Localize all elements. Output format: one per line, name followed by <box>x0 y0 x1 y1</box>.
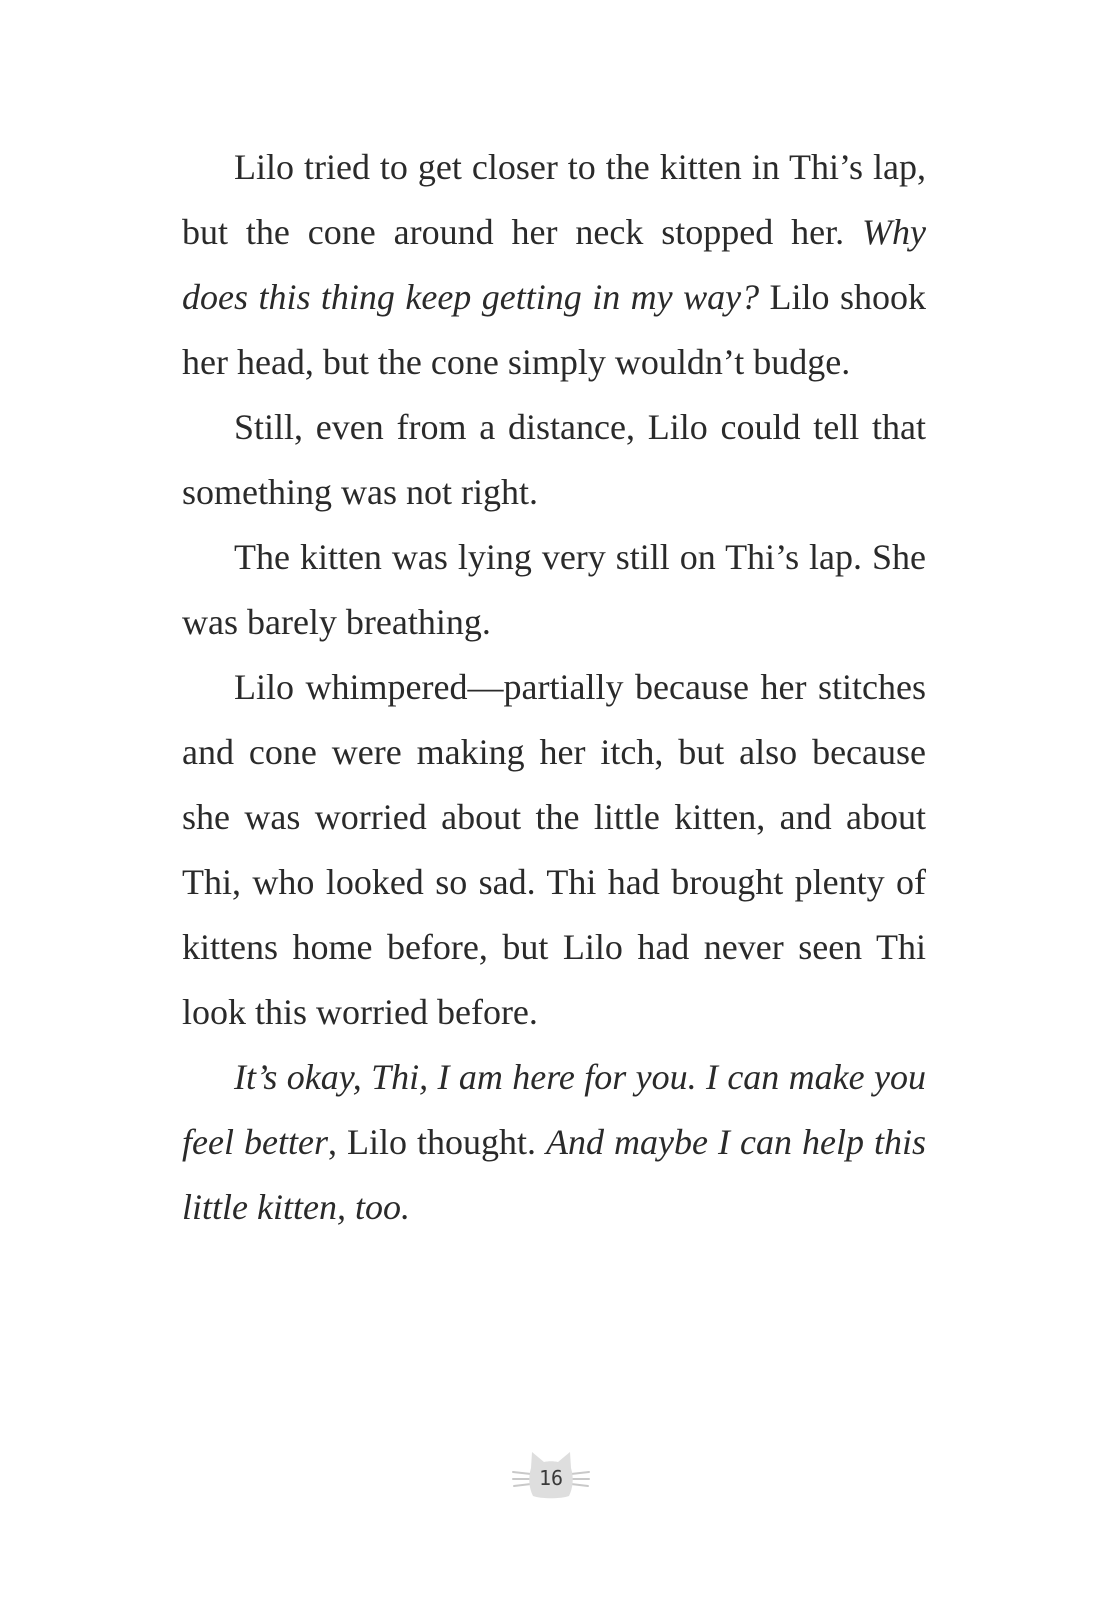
text-run: The kitten was lying very still on Thi’s lap. She was barely breathing. <box>182 537 926 642</box>
italic-text-run: And maybe I can help this little kitten, too. <box>182 1122 927 1227</box>
text-run: , Lilo thought. <box>327 1122 547 1162</box>
paragraph <box>182 135 926 395</box>
page-body-text <box>182 135 926 1240</box>
page-number: 16 <box>538 1466 564 1490</box>
italic-text-run: Why does this thing keep getting in my way? <box>182 212 926 317</box>
page-number-badge <box>511 1448 591 1500</box>
paragraph <box>182 655 926 1045</box>
paragraph <box>182 525 926 655</box>
text-run: Lilo shook her head, but the cone simply wouldn’t budge. <box>182 277 926 382</box>
italic-text-run: It’s okay, Thi, I am here for you. I can make you feel better <box>182 1057 926 1162</box>
paragraph <box>182 1045 926 1240</box>
text-run: Lilo tried to get closer to the kitten in Thi’s lap, but the cone around her neck stopped her. <box>182 147 926 252</box>
paragraph <box>182 395 926 525</box>
text-run: Lilo whimpered—partially because her stitches and cone were making her itch, but also because she was worried about the little kitten, and about Thi, who looked so sad. Thi had brought plenty of kittens home before, but Lilo had never seen Thi look this worried before. <box>182 667 926 1032</box>
text-run: Still, even from a distance, Lilo could tell that something was not right. <box>182 407 926 512</box>
